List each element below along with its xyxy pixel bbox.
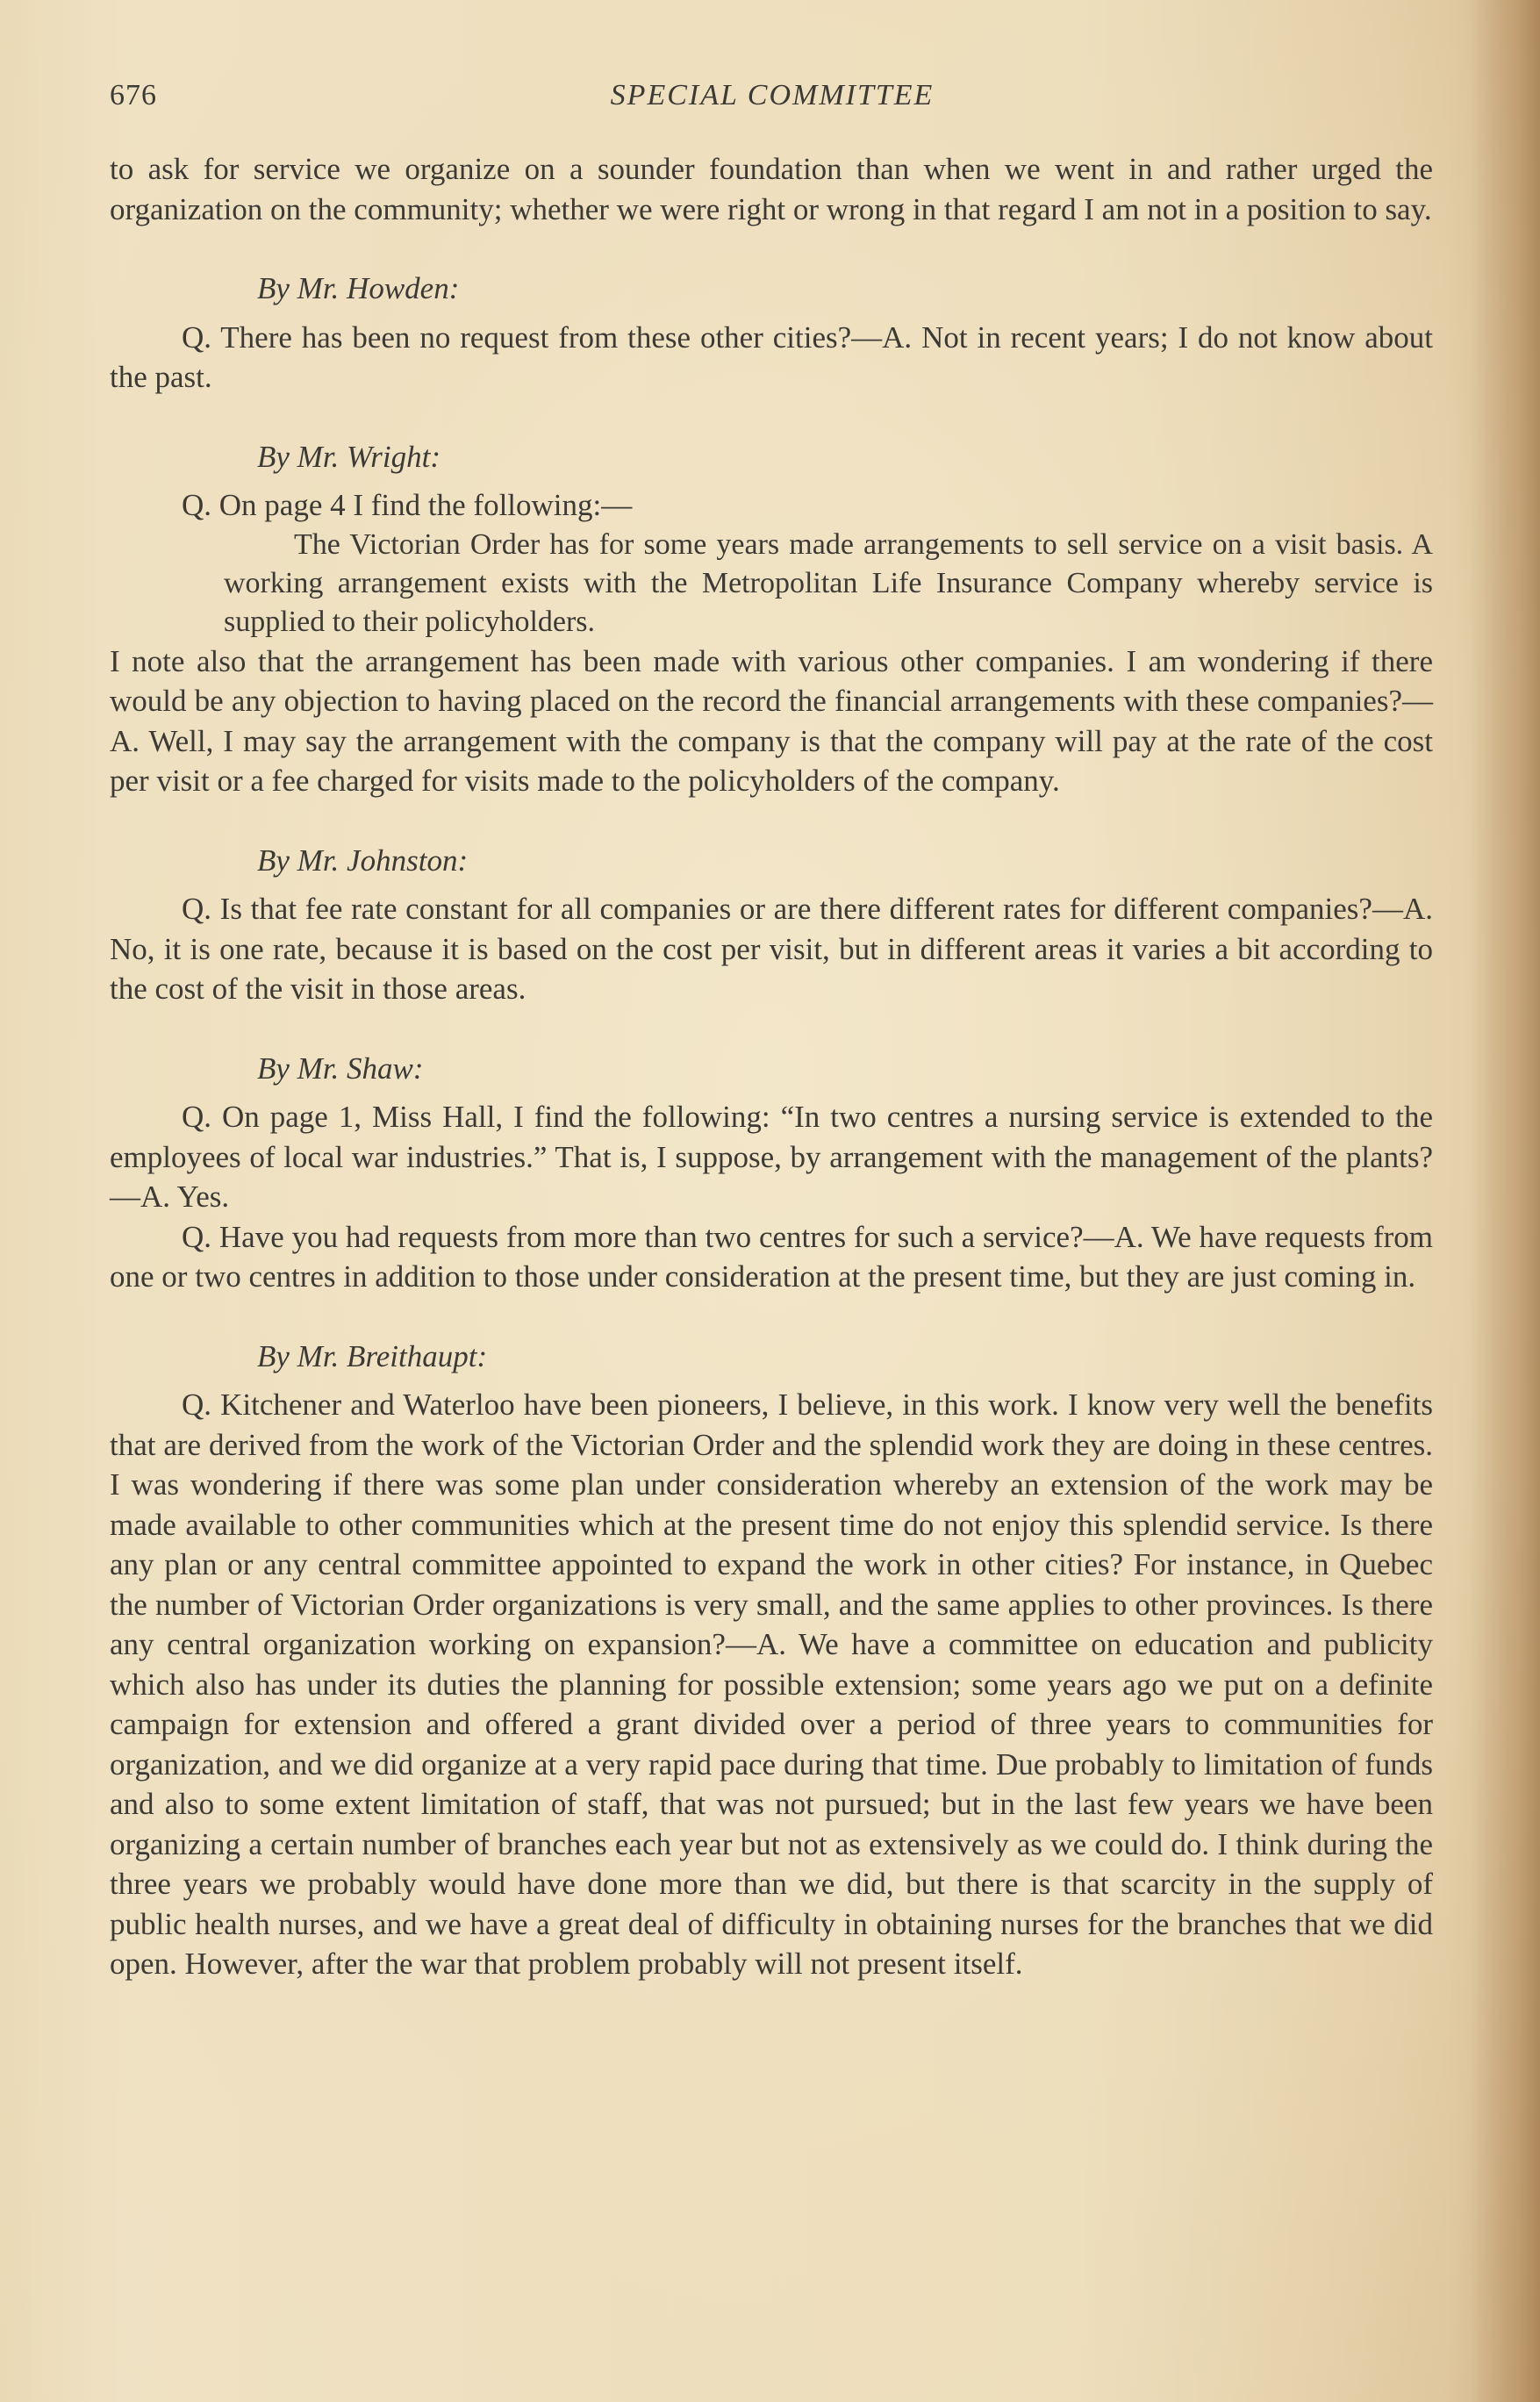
question-wright-continued: I note also that the arrangement has been made with various other companies. I am wondering if there would be any objection to having placed on the record the financial arrangements with these companies?—A. Well, I may say the arrangement with the company is that the company will pay at the rate of the cost per visit or a fee charged for visits made to the policyholders of the company. (110, 643, 1433, 798)
paragraph-continuation: to ask for service we organize on a sounder foundation than when we went in and rather urged the organization on the community; whether we were right or wrong in that regard I am not in a position to say. (110, 152, 1433, 226)
spacer (110, 1376, 1433, 1385)
spacer (110, 880, 1433, 889)
question-shaw-1: Q. On page 1, Miss Hall, I find the following: “In two centres a nursing service is extended to the employees of local war industries.” That is, I suppose, by arrangement with the management of the plants?—A. Yes. (110, 1100, 1433, 1214)
spacer (110, 477, 1433, 485)
speaker-heading-howden: By Mr. Howden: (257, 271, 460, 305)
speaker-heading-johnston: By Mr. Johnston: (257, 842, 469, 878)
speaker-heading-breithaupt: By Mr. Breithaupt: (257, 1338, 488, 1373)
page-number: 676 (110, 79, 157, 111)
block-quote-wright: The Victorian Order has for some years made arrangements to sell service on a visit basis. A working arrangement exists with the Metropolitan Life Insurance Company whereby service is supplied to their policyholders. (224, 527, 1433, 638)
spacer (110, 1088, 1433, 1097)
page-header (110, 79, 1435, 123)
page-edge-shadow (1470, 0, 1540, 2402)
running-head: SPECIAL COMMITTEE (610, 79, 935, 111)
question-howden: Q. There has been no request from these other cities?—A. Not in recent years; I do not know about the past. (110, 319, 1433, 394)
speaker-heading-shaw: By Mr. Shaw: (257, 1050, 424, 1086)
spacer (110, 309, 1433, 318)
body-text (110, 149, 1433, 1984)
question-shaw-2: Q. Have you had requests from more than two centres for such a service?—A. We have requests from one or two centres in addition to those under consideration at the present time, but they are just coming in. (110, 1219, 1433, 1294)
question-johnston: Q. Is that fee rate constant for all companies or are there different rates for different companies?—A. No, it is one rate, because it is based on the cost per visit, but in different areas it varies a bit according to the cost of the visit in those areas. (110, 892, 1433, 1006)
question-breithaupt: Q. Kitchener and Waterloo have been pioneers, I believe, in this work. I know very well the benefits that are derived from the work of the Victorian Order and the splendid work they are doing in these centres. I was wondering if there was some plan under consideration whereby an extension of the work may be made available to other communities which at the present time do not enjoy this splendid service. Is there any plan or any central committee appointed to expand the work in other cities? For instance, in Quebec the number of Victorian Order organizations is very small, and the same applies to other provinces. Is there any central organization working on expansion?—A. We have a committee on education and publicity which also has under its duties the planning for possible extension; some years ago we put on a definite campaign for extension and offered a grant divided over a period of three years to communities for organization, and we did organize at a very rapid pace during that time. Due probably to limitation of funds and also to some extent limitation of staff, that was not pursued; but in the last few years we have been organizing a certain number of branches each year but not as extensively as we could do. I think during the three years we probably would have done more than we did, but there is that scarcity in the supply of public health nurses, and we have a great deal of difficulty in obtaining nurses for the branches that we did open. However, after the war that problem probably will not present itself. (110, 1387, 1433, 1981)
question-wright-intro: Q. On page 4 I find the following:— (182, 488, 633, 522)
speaker-heading-wright: By Mr. Wright: (257, 439, 441, 474)
